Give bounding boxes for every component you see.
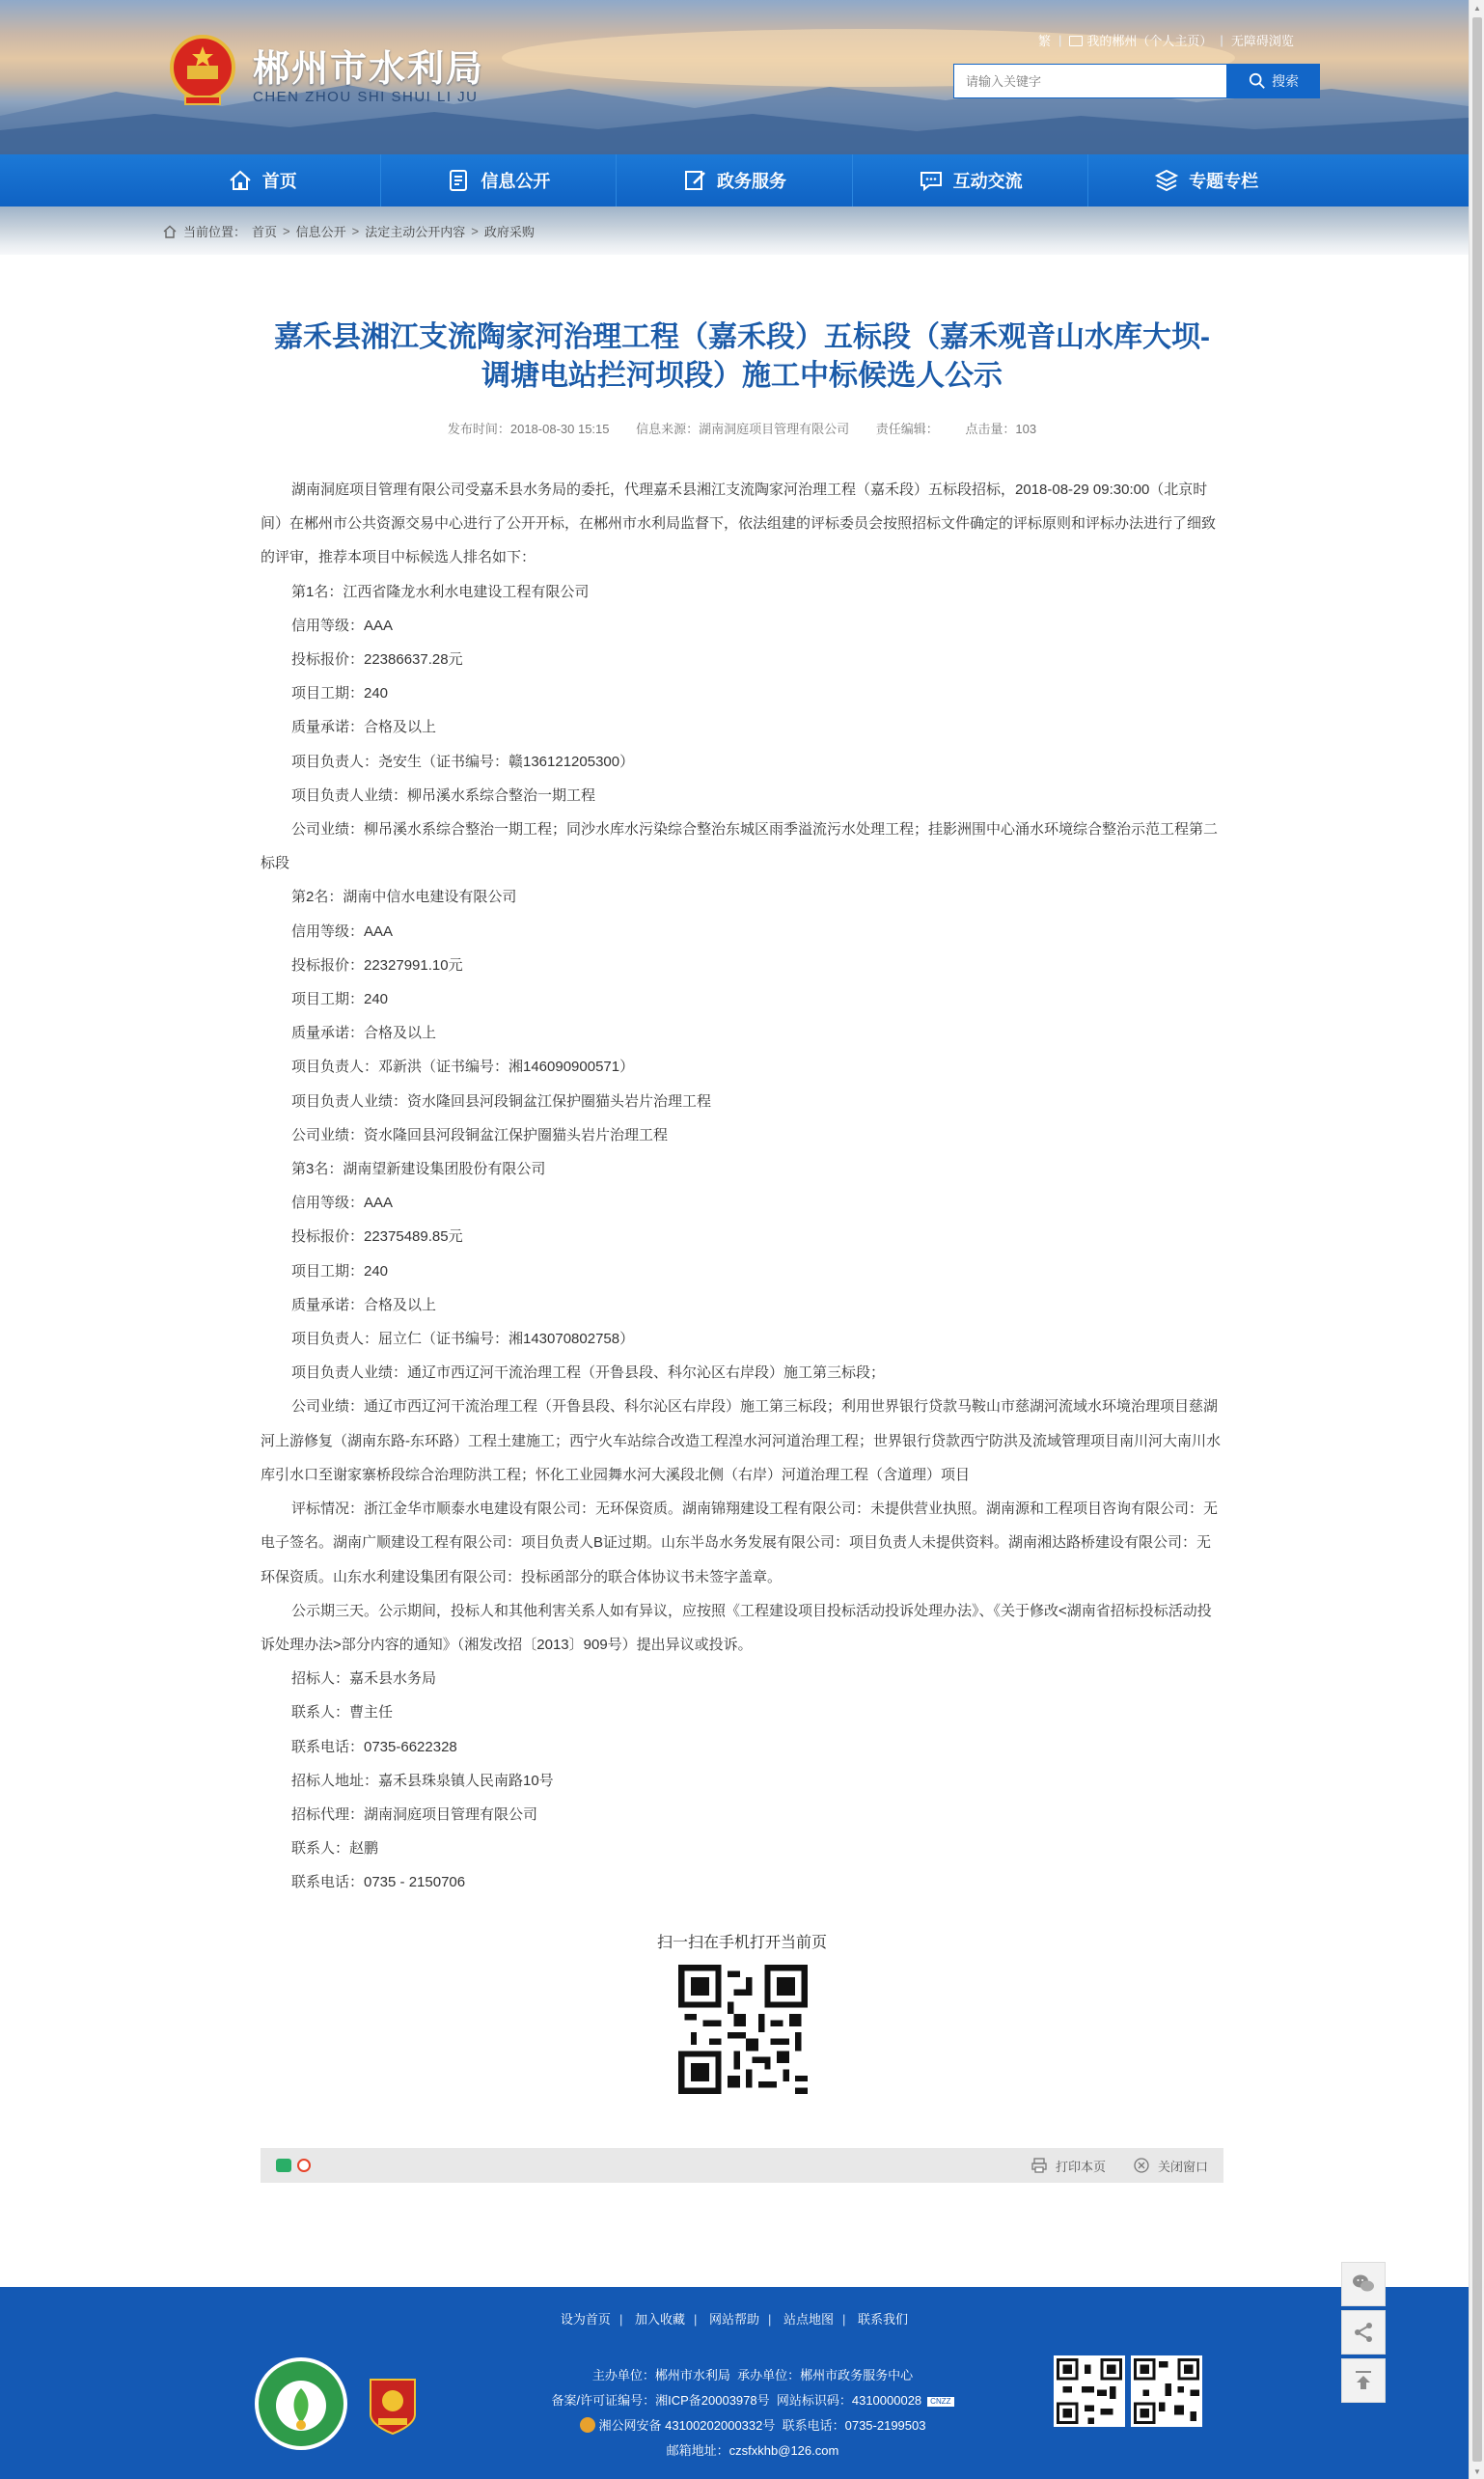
organizer: 承办单位：郴州市政务服务中心 — [737, 2368, 914, 2383]
article-paragraph: 公司业绩：通辽市西辽河干流治理工程（开鲁县段、科尔沁区右岸段）施工第三标段；利用世界银行贷款马鞍山市慈湖河流域水环境治理项目慈湖河上游修复（湖南东路-东环路）工程土建施工；西宁火车站综合改造工程湟水河河道治理工程；世界银行贷款西宁防洪及流域管理项目南川河大南川水库引水口至谢家寨桥段综合治理防洪工程；怀化工业园舞水河大溪段北侧（右岸）河道治理工程（含道理）项目 — [261, 1398, 1222, 1483]
sponsor: 主办单位：郴州市水利局 — [591, 2368, 730, 2383]
click-count: 点击量：103 — [965, 422, 1037, 436]
article-body — [261, 473, 1223, 1900]
share-float-button[interactable] — [1341, 2310, 1386, 2355]
footer-links — [0, 2309, 1469, 2328]
nav-item-info-disclosure[interactable] — [381, 154, 618, 207]
nav-item-gov-services[interactable] — [617, 154, 853, 207]
article-paragraph: 公司业绩：柳吊溪水系综合整治一期工程；同沙水库水污染综合整治东城区雨季溢流污水处理工程；挂影洲围中心涌水环境综合整治示范工程第二标段 — [261, 821, 1219, 872]
top-links — [1038, 31, 1294, 49]
separator: | — [1058, 33, 1062, 47]
monitor-icon — [1069, 36, 1083, 46]
footer-phone: 联系电话：0735-2199503 — [782, 2418, 926, 2433]
article-paragraph: 信用等级：AAA — [291, 617, 394, 634]
article-paragraph: 质量承诺：合格及以上 — [291, 1296, 437, 1313]
search-button[interactable] — [1227, 64, 1320, 98]
article-paragraph: 公司业绩：资水隆回县河段铜盆江保护圈猫头岩片治理工程 — [291, 1126, 669, 1143]
breadcrumb-separator: > — [471, 224, 479, 238]
article-paragraph: 项目工期：240 — [291, 685, 389, 702]
article-paragraph: 项目负责人业绩：柳吊溪水系综合整治一期工程 — [291, 786, 596, 804]
article-paragraph: 信用等级：AAA — [291, 1195, 394, 1212]
article-paragraph: 项目负责人：屈立仁（证书编号：湘143070802758） — [291, 1331, 635, 1348]
share-icon — [1350, 2319, 1377, 2346]
close-window-button[interactable] — [1133, 2157, 1208, 2175]
nav-item-label: 互动交流 — [952, 172, 1023, 191]
article-paragraph: 联系电话：0735 - 2150706 — [291, 1874, 466, 1891]
article-paragraph: 第3名：湖南望新建设集团股份有限公司 — [291, 1161, 546, 1178]
police-record[interactable]: 湘公网安备 43100202000332号 — [598, 2418, 776, 2433]
breadcrumb-item-home[interactable]: 首页 — [252, 225, 278, 239]
publish-time: 发布时间：2018-08-30 15:15 — [447, 422, 610, 436]
article-paragraph: 项目负责人业绩：通辽市西辽河干流治理工程（开鲁县段、科尔沁区右岸段）施工第三标段； — [291, 1364, 886, 1382]
wechat-icon — [1350, 2271, 1377, 2298]
nav-item-label: 信息公开 — [481, 172, 551, 191]
qr-caption: 扫一扫在手机打开当前页 — [656, 1935, 827, 1951]
party-government-badge[interactable] — [367, 2376, 419, 2436]
footer-email: 邮箱地址：czsfxkhb@126.com — [666, 2443, 839, 2458]
icp-number[interactable]: 备案/许可证编号：湘ICP备20003978号 — [551, 2393, 770, 2408]
article-paragraph: 质量承诺：合格及以上 — [291, 719, 437, 736]
article-paragraph: 投标报价：22386637.28元 — [291, 651, 463, 669]
article-paragraph: 招标人地址：嘉禾县珠泉镇人民南路10号 — [291, 1772, 554, 1789]
article-paragraph: 质量承诺：合格及以上 — [291, 1025, 437, 1042]
edit-icon — [682, 168, 707, 193]
breadcrumb-separator: > — [283, 224, 290, 238]
breadcrumb — [162, 222, 535, 240]
share-bar — [261, 2148, 1223, 2183]
nav-item-label: 专题专栏 — [1189, 172, 1259, 191]
separator: | — [768, 2312, 772, 2327]
breadcrumb-prefix: 当前位置： — [183, 225, 247, 239]
close-label: 关闭窗口 — [1157, 2159, 1208, 2174]
print-label: 打印本页 — [1055, 2159, 1106, 2174]
national-emblem-logo — [168, 33, 237, 110]
nav-item-interaction[interactable] — [853, 154, 1089, 207]
separator: | — [693, 2312, 698, 2327]
article-paragraph: 招标代理：湖南洞庭项目管理有限公司 — [291, 1805, 538, 1823]
arrow-up-icon — [1350, 2367, 1377, 2394]
article-paragraph: 项目负责人：尧安生（证书编号：赣136121205300） — [291, 753, 635, 770]
site-code: 网站标识码：4310000028 — [776, 2393, 922, 2408]
footer-link-help[interactable]: 网站帮助 — [708, 2312, 759, 2327]
article-meta — [264, 419, 1220, 437]
home-icon — [162, 224, 178, 239]
vertical-scrollbar[interactable] — [1469, 0, 1484, 2479]
footer-link-sitemap[interactable]: 站点地图 — [783, 2312, 835, 2327]
accessibility-link[interactable]: 无障碍浏览 — [1230, 34, 1294, 48]
separator: | — [1220, 33, 1223, 47]
article-paragraph: 第1名：江西省隆龙水利水电建设工程有限公司 — [291, 583, 590, 600]
scrollbar-thumb[interactable] — [1472, 17, 1482, 2462]
page-qr-code — [678, 1965, 808, 2094]
layers-icon — [1154, 168, 1179, 193]
article-paragraph: 联系电话：0735-6622328 — [291, 1738, 457, 1755]
separator: | — [618, 2312, 623, 2327]
article-paragraph: 联系人：赵鹏 — [291, 1840, 379, 1858]
site-pinyin: CHEN ZHOU SHI SHUI LI JU — [253, 89, 479, 105]
civilized-city-badge[interactable] — [253, 2355, 349, 2452]
scroll-down-arrow-icon[interactable]: ▼ — [1473, 2466, 1481, 2476]
search-button-label: 搜索 — [1272, 73, 1299, 89]
breadcrumb-item-statutory[interactable]: 法定主动公开内容 — [365, 225, 466, 239]
breadcrumb-separator: > — [351, 224, 360, 238]
search-icon — [1249, 72, 1266, 90]
site-name: 郴州市水利局 — [253, 49, 485, 90]
nav-item-special-topics[interactable] — [1088, 154, 1324, 207]
article-paragraph: 第2名：湖南中信水电建设有限公司 — [291, 889, 517, 906]
article-paragraph: 项目工期：240 — [291, 991, 389, 1008]
footer-link-set-home[interactable]: 设为首页 — [560, 2312, 611, 2327]
wechat-float-button[interactable] — [1341, 2262, 1386, 2306]
footer-link-bookmark[interactable]: 加入收藏 — [634, 2312, 685, 2327]
article-paragraph: 项目负责人：邓新洪（证书编号：湘146090900571） — [291, 1059, 635, 1076]
printer-icon — [1031, 2157, 1048, 2174]
article-paragraph: 招标人：嘉禾县水务局 — [291, 1670, 437, 1688]
separator: | — [842, 2312, 846, 2327]
nav-item-label: 首页 — [261, 172, 297, 191]
footer-qr-code — [1131, 2355, 1202, 2427]
weibo-share-icon[interactable] — [297, 2159, 311, 2172]
article-paragraph: 公示期三天。公示期间，投标人和其他利害关系人如有异议，应按照《工程建设项目投标活动投诉处理办法》、《关于修改<湖南省招标投标活动投诉处理办法>部分内容的通知》（湘发改招〔2013〕909号）提出异议或投诉。 — [261, 1602, 1212, 1653]
close-icon — [1133, 2157, 1150, 2174]
breadcrumb-item-procurement[interactable]: 政府采购 — [483, 225, 535, 239]
footer-qr-code — [1054, 2355, 1125, 2427]
traditional-chinese-link[interactable]: 繁 — [1038, 34, 1052, 48]
cnzz-badge[interactable]: CNZZ — [927, 2397, 953, 2407]
home-icon — [228, 168, 253, 193]
scroll-up-arrow-icon[interactable]: ▲ — [1473, 3, 1481, 13]
article-title: 嘉禾县湘江支流陶家河治理工程（嘉禾段）五标段（嘉禾观音山水库大坝-调塘电站拦河坝段）施工中标候选人公示 — [274, 321, 1210, 392]
breadcrumb-item-info[interactable]: 信息公开 — [295, 225, 346, 239]
main-nav — [0, 154, 1469, 207]
footer-link-contact[interactable]: 联系我们 — [858, 2312, 909, 2327]
print-button[interactable] — [1031, 2157, 1106, 2175]
info-source: 信息来源：湖南洞庭项目管理有限公司 — [636, 422, 850, 436]
footer-info — [502, 2363, 1003, 2464]
site-header — [0, 0, 1469, 154]
article-paragraph: 投标报价：22327991.10元 — [291, 956, 463, 974]
article-paragraph: 投标报价：22375489.85元 — [291, 1228, 463, 1246]
article-paragraph: 评标情况：浙江金华市顺泰水电建设有限公司：无环保资质。湖南锦翔建设工程有限公司：未提供营业执照。湖南源和工程项目咨询有限公司：无电子签名。湖南广顺建设工程有限公司：项目负责人B证过期。山东半岛水务发展有限公司：项目负责人未提供资料。湖南湘达路桥建设有限公司：无环保资质。山东水利建设集团有限公司：投标函部分的联合体协议书未签字盖章。 — [261, 1501, 1219, 1585]
article-paragraph: 项目负责人业绩：资水隆回县河段铜盆江保护圈猫头岩片治理工程 — [291, 1092, 712, 1110]
article-paragraph: 项目工期：240 — [291, 1262, 389, 1280]
wechat-share-icon[interactable] — [276, 2159, 291, 2172]
nav-item-label: 政务服务 — [716, 172, 786, 191]
editor: 责任编辑： — [875, 422, 939, 436]
search-input[interactable] — [953, 64, 1227, 98]
article-paragraph: 湖南洞庭项目管理有限公司受嘉禾县水务局的委托，代理嘉禾县湘江支流陶家河治理工程（嘉禾段）五标段招标，2018-08-29 09:30:00（北京时间）在郴州市公共资源交易中心进行了公开开标，在郴州市水利局监督下，依法组建的评标委员会按照招标文件确定的评标原则和评标办法进行了细致的评审，推荐本项目中标候选人排名如下： — [261, 482, 1217, 566]
chat-icon — [919, 168, 944, 193]
article-paragraph: 信用等级：AAA — [291, 923, 394, 940]
nav-item-home[interactable] — [145, 154, 381, 207]
my-chenzhou-link[interactable] — [1069, 31, 1212, 49]
my-chenzhou-label: 我的郴州（个人主页） — [1086, 34, 1213, 48]
back-to-top-button[interactable] — [1341, 2358, 1386, 2403]
article-paragraph: 联系人：曹主任 — [291, 1704, 394, 1722]
document-icon — [446, 168, 471, 193]
police-badge-icon — [580, 2417, 595, 2433]
